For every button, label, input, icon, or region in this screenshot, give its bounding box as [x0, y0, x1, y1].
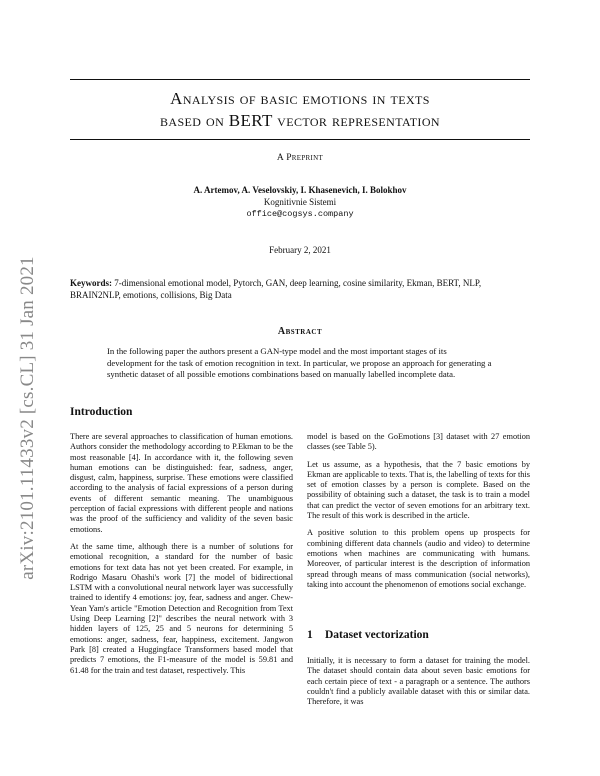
author-email: office@cogsys.company [246, 209, 354, 219]
keywords-block [70, 277, 530, 301]
intro-paragraph-5: A positive solution to this problem opens up prospects for combining different data channels (audio and video) to determine emotions when machines are communicating with humans. Moreover, of particular interest is the description of information spread through means of mass communication (social networks), taking into account the phenomenon of emotions social exchange. [307, 528, 530, 589]
section-1-title: Dataset vectorization [325, 629, 429, 641]
section-1-paragraph-1: Initially, it is necessary to form a dataset for training the model. The dataset should contain data about seven basic emotions for each certain piece of text - a paragraph or a sentence. The authors couldn't find a publicly available dataset with this or similar data. Therefore, it was [307, 656, 530, 707]
title-top-rule [70, 79, 530, 80]
abstract-text: In the following paper the authors present a GAN-type model and the most important stages of its development for the task of emotion recognition in text. In particular, we propose an approach for generating a synthetic dataset of all possible emotions combinations based on manually labelled incomplete data. [107, 346, 492, 380]
keywords-label: Keywords: [70, 278, 112, 288]
section-1-body [307, 656, 530, 714]
section-1-heading [307, 629, 530, 641]
preprint-label: A Preprint [276, 153, 324, 163]
author-affiliation: Kognitivnie Sistemi [263, 197, 337, 207]
paper-title [70, 88, 530, 132]
introduction-heading: Introduction [70, 406, 133, 418]
title-line-1: Analysis of basic emotions in texts [170, 89, 430, 108]
author-block [70, 184, 530, 220]
left-column [70, 432, 293, 683]
keywords-text: 7-dimensional emotional model, Pytorch, GAN, deep learning, cosine similarity, Ekman, BERT, NLP, BRAIN2NLP, emotions, collisions, Big Data [70, 278, 482, 300]
section-1-number: 1 [307, 629, 313, 641]
intro-paragraph-4: Let us assume, as a hypothesis, that the 7 basic emotions by Ekman are applicable to texts. That is, the labelling of texts for this set of emotion classes by a person is complete. Based on the possibility of obtaining such a dataset, the task is to train a model that can predict the vector of seven emotions for an arbitrary text. The result of this work is described in the article. [307, 459, 530, 521]
intro-paragraph-3: model is based on the GoEmotions [3] dataset with 27 emotion classes (see Table 5). [307, 432, 530, 452]
title-line-2: based on BERT vector representation [160, 111, 440, 130]
intro-paragraph-2: At the same time, although there is a number of solutions for emotional recognition, a standard for the number of basic emotions for text data has not yet been created. For example, in Rodrigo Masaru Ohashi's work [7] the model of bidirectional LSTM with a convolutional neural network layer was successfully trained to identify 4 emotions: joy, fear, sadness and anger. Chew-Yean Yam's article "Emotion Detection and Recognition from Text Using Deep Learning [2]" describes the neural network with 3 hidden layers of 125, 25 and 5 neurons for determining 5 emotions: anger, sadness, fear, happiness, excitement. Jangwon Park [8] created a Huggingface Transformers based model that predicts 7 emotions, the F1-measure of the model is 59.81 and 61.48 for the train and test dataset, respectively. This [70, 541, 293, 675]
right-column [307, 432, 530, 597]
intro-paragraph-1: There are several approaches to classification of human emotions. Authors consider the methodology according to P.Ekman to be the most reasonable [4]. In accordance with it, the following seven human emotions can be distinguished: fear, sadness, anger, disgust, calm, happiness, surprise. These emotions were classified according to the analysis of facial expressions of a person during events of different semantic meaning. The unambiguous perception of facial expressions with different people and nations was the proof of the sufficiency and validity of the seven basic emotions. [70, 432, 293, 534]
arxiv-id-text: arXiv:2101.11433v2 [cs.CL] 31 Jan 2021 [17, 256, 38, 580]
publication-date: February 2, 2021 [269, 245, 331, 255]
title-bottom-rule [70, 139, 530, 140]
arxiv-margin-identifier [4, 208, 52, 628]
abstract-heading: Abstract [277, 326, 323, 337]
author-names: A. Artemov, A. Veselovskiy, I. Khasenevich, I. Bolokhov [193, 185, 407, 195]
